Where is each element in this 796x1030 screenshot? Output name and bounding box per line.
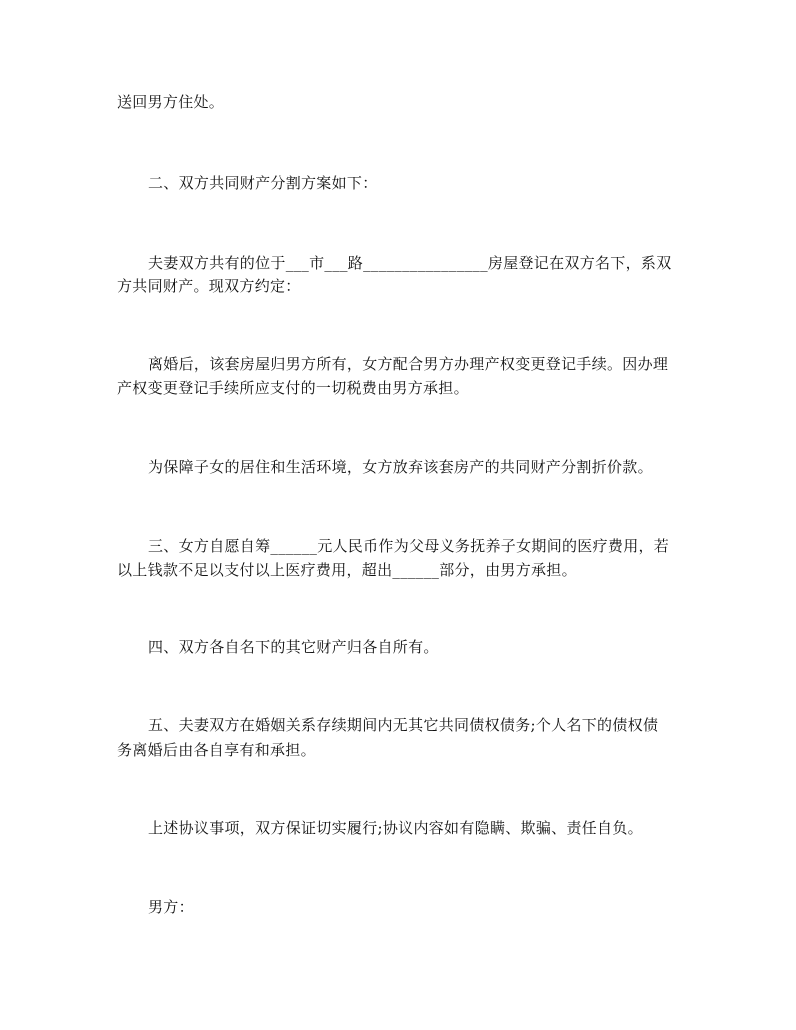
text-line: 务离婚后由各自享有和承担。: [117, 741, 316, 759]
text-line: 离婚后，该套房屋归男方所有，女方配合男方办理产权变更登记手续。因办理: [148, 355, 669, 373]
section-heading: 四、双方各自名下的其它财产归各自所有。: [148, 638, 439, 656]
section-heading: 三、女方自愿自筹______元人民币作为父母义务抚养子女期间的医疗费用，若: [148, 537, 670, 555]
signature-label: 男方：: [148, 898, 194, 916]
section-heading: 二、双方共同财产分割方案如下：: [148, 174, 378, 192]
text-line: 产权变更登记手续所应支付的一切税费由男方承担。: [117, 379, 469, 397]
text-line: 为保障子女的居住和生活环境，女方放弃该套房产的共同财产分割折价款。: [148, 458, 653, 476]
text-line: 以上钱款不足以支付以上医疗费用，超出______部分，由男方承担。: [117, 561, 577, 579]
section-heading: 五、夫妻双方在婚姻关系存续期间内无其它共同债权债务;个人名下的债权债: [148, 716, 659, 734]
text-line: 方共同财产。现双方约定：: [117, 277, 301, 295]
text-line: 上述协议事项，双方保证切实履行;协议内容如有隐瞒、欺骗、责任自负。: [148, 819, 643, 837]
text-line: 送回男方住处。: [117, 93, 225, 111]
text-line: 夫妻双方共有的位于___市___路________________房屋登记在双方名下，系双: [148, 254, 672, 272]
